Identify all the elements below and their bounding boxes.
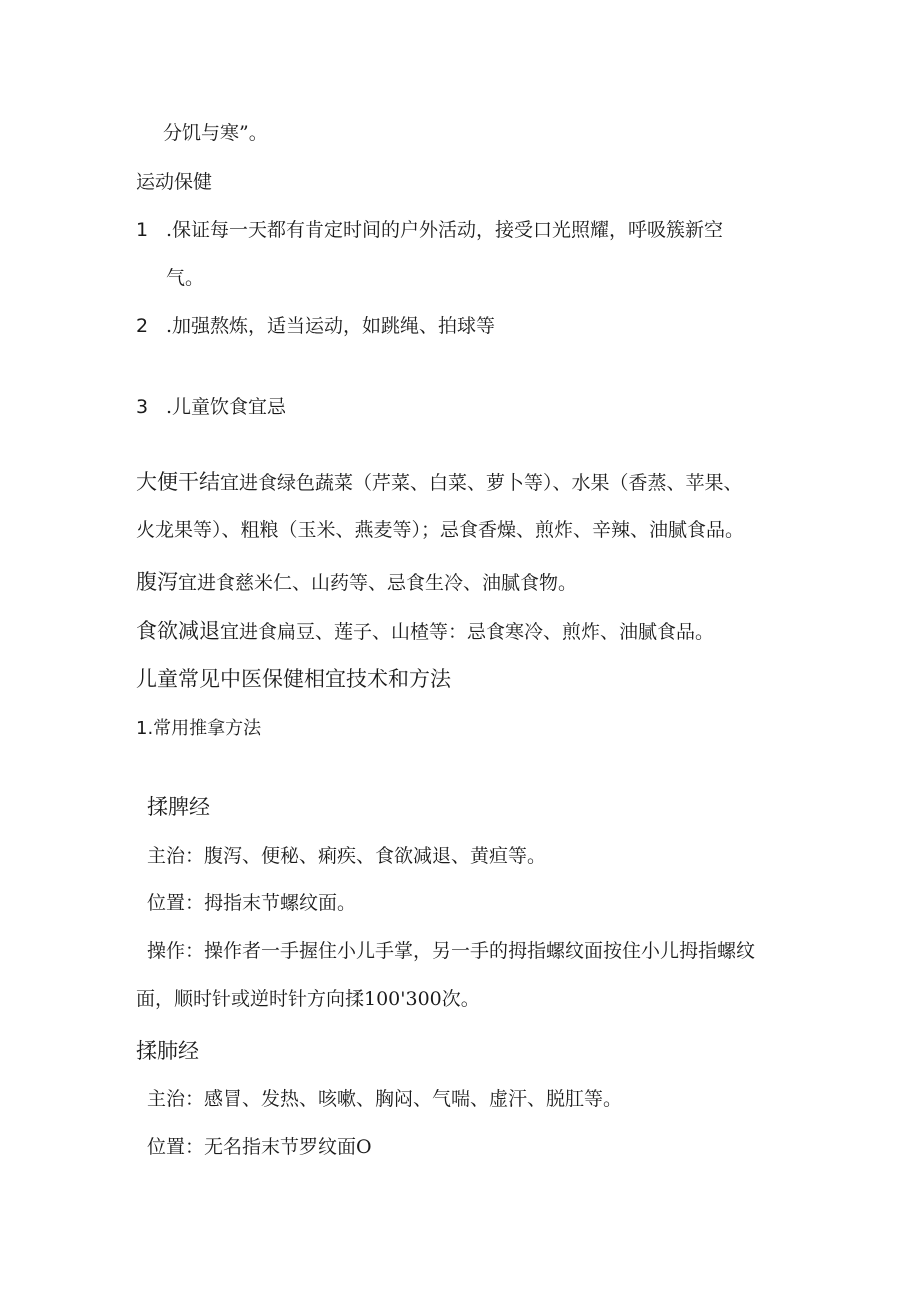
list-item-2 [136, 317, 495, 336]
section-title-exercise: 运动保健 [136, 171, 213, 193]
list-item-3 [136, 398, 286, 417]
subheading-massage: 1.常用推拿方法 [136, 718, 262, 739]
paragraph-constipation [136, 472, 743, 493]
term-label: 腹泻 [136, 570, 178, 594]
list-item-text: .加强熬炼，适当运动，如跳绳、拍球等 [166, 315, 496, 337]
paragraph-constipation-continued: 火龙果等）、粗粮（玉米、燕麦等）；忌食香燥、煎炸、辛辣、油腻食品。 [136, 519, 745, 541]
lung-location: 位置：无名指末节罗纹面O [147, 1136, 372, 1158]
term-text: 宜进食扁豆、莲子、山楂等：忌食寒冷、煎炸、油腻食品。 [220, 621, 715, 643]
list-item-text: .保证每一天都有肯定时间的户外活动，接受口光照耀，呼吸簇新空 [166, 219, 724, 241]
technique-title-spleen: 揉脾经 [147, 795, 210, 819]
spleen-operation: 操作：操作者一手握住小儿手掌，另一手的拇指螺纹面按住小儿拇指螺纹 [147, 940, 756, 962]
technique-title-lung: 揉肺经 [136, 1039, 199, 1063]
term-text: 宜进食慈米仁、山药等、忌食生冷、油腻食物。 [178, 572, 578, 594]
list-item-1-continued: 气。 [166, 267, 205, 289]
spleen-operation-continued: 面，顺时针或逆时针方向揉100'300次。 [136, 988, 480, 1010]
list-item-number: 2 [136, 315, 149, 337]
term-label: 食欲减退 [136, 619, 220, 643]
list-item-number: 3 [136, 396, 149, 418]
list-item-text: .儿童饮食宜忌 [166, 396, 287, 418]
term-text: 宜进食绿色蔬菜（芹菜、白菜、萝卜等）、水果（香蒸、苹果、 [220, 472, 743, 494]
term-label: 大便干结 [136, 470, 220, 494]
text-line-1: 分饥与寒”。 [163, 122, 268, 144]
spleen-location: 位置：拇指末节螺纹面。 [147, 892, 357, 914]
lung-indications: 主治：感冒、发热、咳嗽、胸闷、气喘、虚汗、脱肛等。 [147, 1088, 623, 1110]
spleen-indications: 主治：腹泻、便秘、痢疾、食欲减退、黄疸等。 [147, 845, 547, 867]
list-item-1 [136, 221, 723, 240]
list-item-number: 1 [136, 219, 149, 241]
paragraph-appetite [136, 621, 714, 642]
section-heading: 儿童常见中医保健相宜技术和方法 [136, 667, 451, 691]
paragraph-diarrhea [136, 572, 577, 593]
